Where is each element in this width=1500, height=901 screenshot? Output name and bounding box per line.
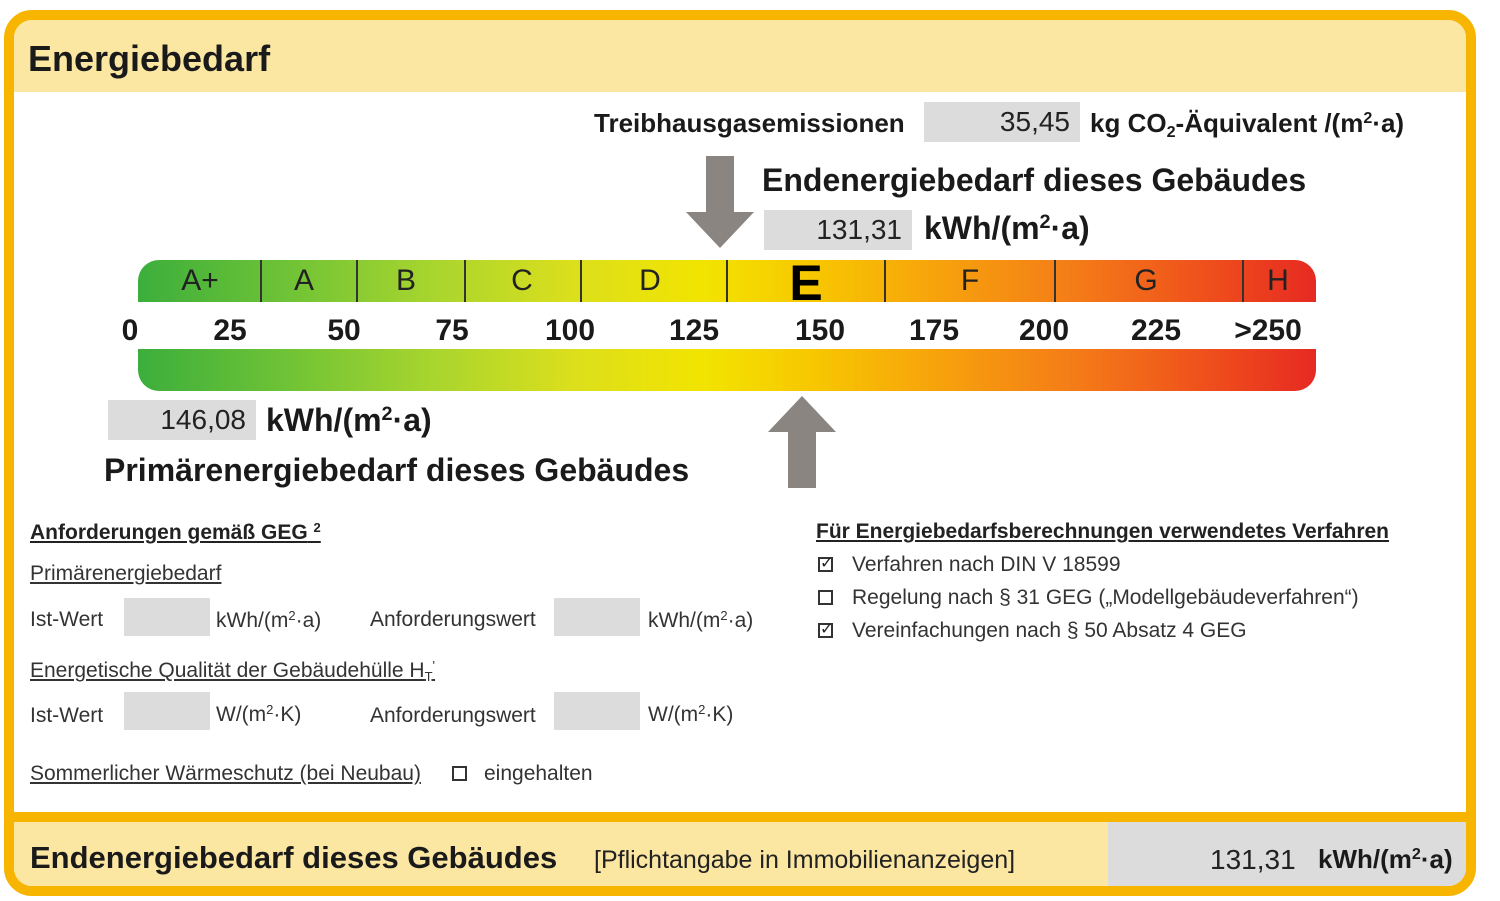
footer-unit: kWh/$(m^2\cdot a)$: [1318, 844, 1453, 874]
end-energy-value: 131,31: [816, 214, 902, 245]
procedure-checkbox-din[interactable]: [818, 557, 833, 572]
scale-tick: 175: [908, 314, 960, 347]
class-label-a: A: [293, 264, 315, 297]
envelope-heading: Energetische Qualität der Gebäudehülle $H_T'$: [30, 658, 436, 685]
primary-energy-arrow-icon: [768, 396, 836, 488]
primary-energy-heading: Primärenergiebedarf: [30, 562, 222, 585]
class-label-g: G: [1134, 264, 1158, 297]
procedure-option-modellgebaeude: Regelung nach § 31 GEG („Modellgebäudeverfahren“): [852, 586, 1359, 609]
scale-tick: >250: [1234, 314, 1302, 347]
scale-tick: 25: [213, 314, 247, 347]
footer-value: 131,31: [1210, 844, 1296, 875]
summer-protection-checkbox[interactable]: [452, 766, 467, 781]
class-label-d: D: [639, 264, 661, 297]
envelope-ist-unit: $W/(m^2\cdot K)$: [216, 702, 302, 727]
primary-ist-value-box: [124, 598, 210, 636]
panel-title: Energiebedarf: [28, 38, 271, 79]
primary-anf-value-box: [554, 598, 640, 636]
scale-tick: 150: [794, 314, 846, 347]
scale-tick: 125: [668, 314, 720, 347]
footer-title: Endenergiebedarf dieses Gebäudes: [30, 840, 558, 875]
primary-anf-label: Anforderungswert: [370, 608, 536, 631]
procedure-option-vereinfachungen: Vereinfachungen nach § 50 Absatz 4 GEG: [852, 619, 1247, 642]
scale-tick: 50: [327, 314, 361, 347]
primary-anf-unit: kWh/$(m^2\cdot a)$: [648, 608, 754, 633]
footer-divider: [14, 812, 1466, 822]
emissions-unit: kg $CO_2$-Äquivalent $/(m^2\cdot a)$: [1090, 108, 1405, 141]
class-label-e-active: E: [789, 260, 823, 302]
footer-note: [Pflichtangabe in Immobilienanzeigen]: [594, 846, 1016, 874]
primary-energy-value: 146,08: [160, 404, 246, 435]
scale-tick: 100: [544, 314, 596, 347]
class-label-h: H: [1267, 264, 1289, 297]
class-separator: [464, 260, 466, 302]
emissions-label: Treibhausgasemissionen: [594, 108, 905, 138]
end-energy-arrow-icon: [686, 156, 754, 248]
primary-ist-label: Ist-Wert: [30, 608, 104, 631]
procedure-option-din: Verfahren nach DIN V 18599: [852, 553, 1121, 576]
class-separator: [260, 260, 262, 302]
class-separator: [1054, 260, 1056, 302]
energy-gradient-bar: [138, 349, 1316, 391]
class-separator: [356, 260, 358, 302]
end-energy-title: Endenergiebedarf dieses Gebäudes: [762, 162, 1307, 198]
class-separator: [726, 260, 728, 302]
class-separator: [580, 260, 582, 302]
procedure-checkbox-vereinfachungen[interactable]: [818, 623, 833, 638]
scale-tick: 225: [1130, 314, 1182, 347]
summer-protection-label: eingehalten: [484, 762, 593, 785]
envelope-anf-unit: $W/(m^2\cdot K)$: [648, 702, 734, 727]
envelope-ist-label: Ist-Wert: [30, 704, 104, 727]
class-label-c: C: [511, 264, 533, 297]
class-label-f: F: [960, 264, 980, 297]
procedure-checkbox-modellgebaeude[interactable]: [818, 590, 833, 605]
end-energy-unit: kWh/$(m^2\cdot a)$: [924, 210, 1090, 246]
primary-energy-title: Primärenergiebedarf dieses Gebäudes: [104, 452, 690, 488]
primary-ist-unit: kWh/$(m^2\cdot a)$: [216, 608, 322, 633]
energy-certificate-panel: [4, 10, 1476, 896]
envelope-ist-value-box: [124, 692, 210, 730]
scale-tick: 75: [435, 314, 469, 347]
requirements-heading: Anforderungen gemäß GEG $^2$: [30, 520, 321, 545]
procedure-heading: Für Energiebedarfsberechnungen verwendetes Verfahren: [816, 520, 1390, 543]
efficiency-class-bar: [138, 260, 1316, 302]
primary-energy-unit: kWh/$(m^2\cdot a)$: [266, 402, 432, 438]
envelope-anf-label: Anforderungswert: [370, 704, 536, 727]
scale-tick: 0: [121, 314, 139, 347]
class-separator: [884, 260, 886, 302]
emissions-value: 35,45: [999, 106, 1070, 137]
scale-tick: 200: [1018, 314, 1070, 347]
class-separator: [1242, 260, 1244, 302]
summer-protection-heading: Sommerlicher Wärmeschutz (bei Neubau): [30, 762, 421, 785]
envelope-anf-value-box: [554, 692, 640, 730]
class-label-b: B: [395, 264, 417, 297]
class-label-a-plus: A+: [181, 264, 219, 297]
panel-header: [14, 20, 1466, 92]
